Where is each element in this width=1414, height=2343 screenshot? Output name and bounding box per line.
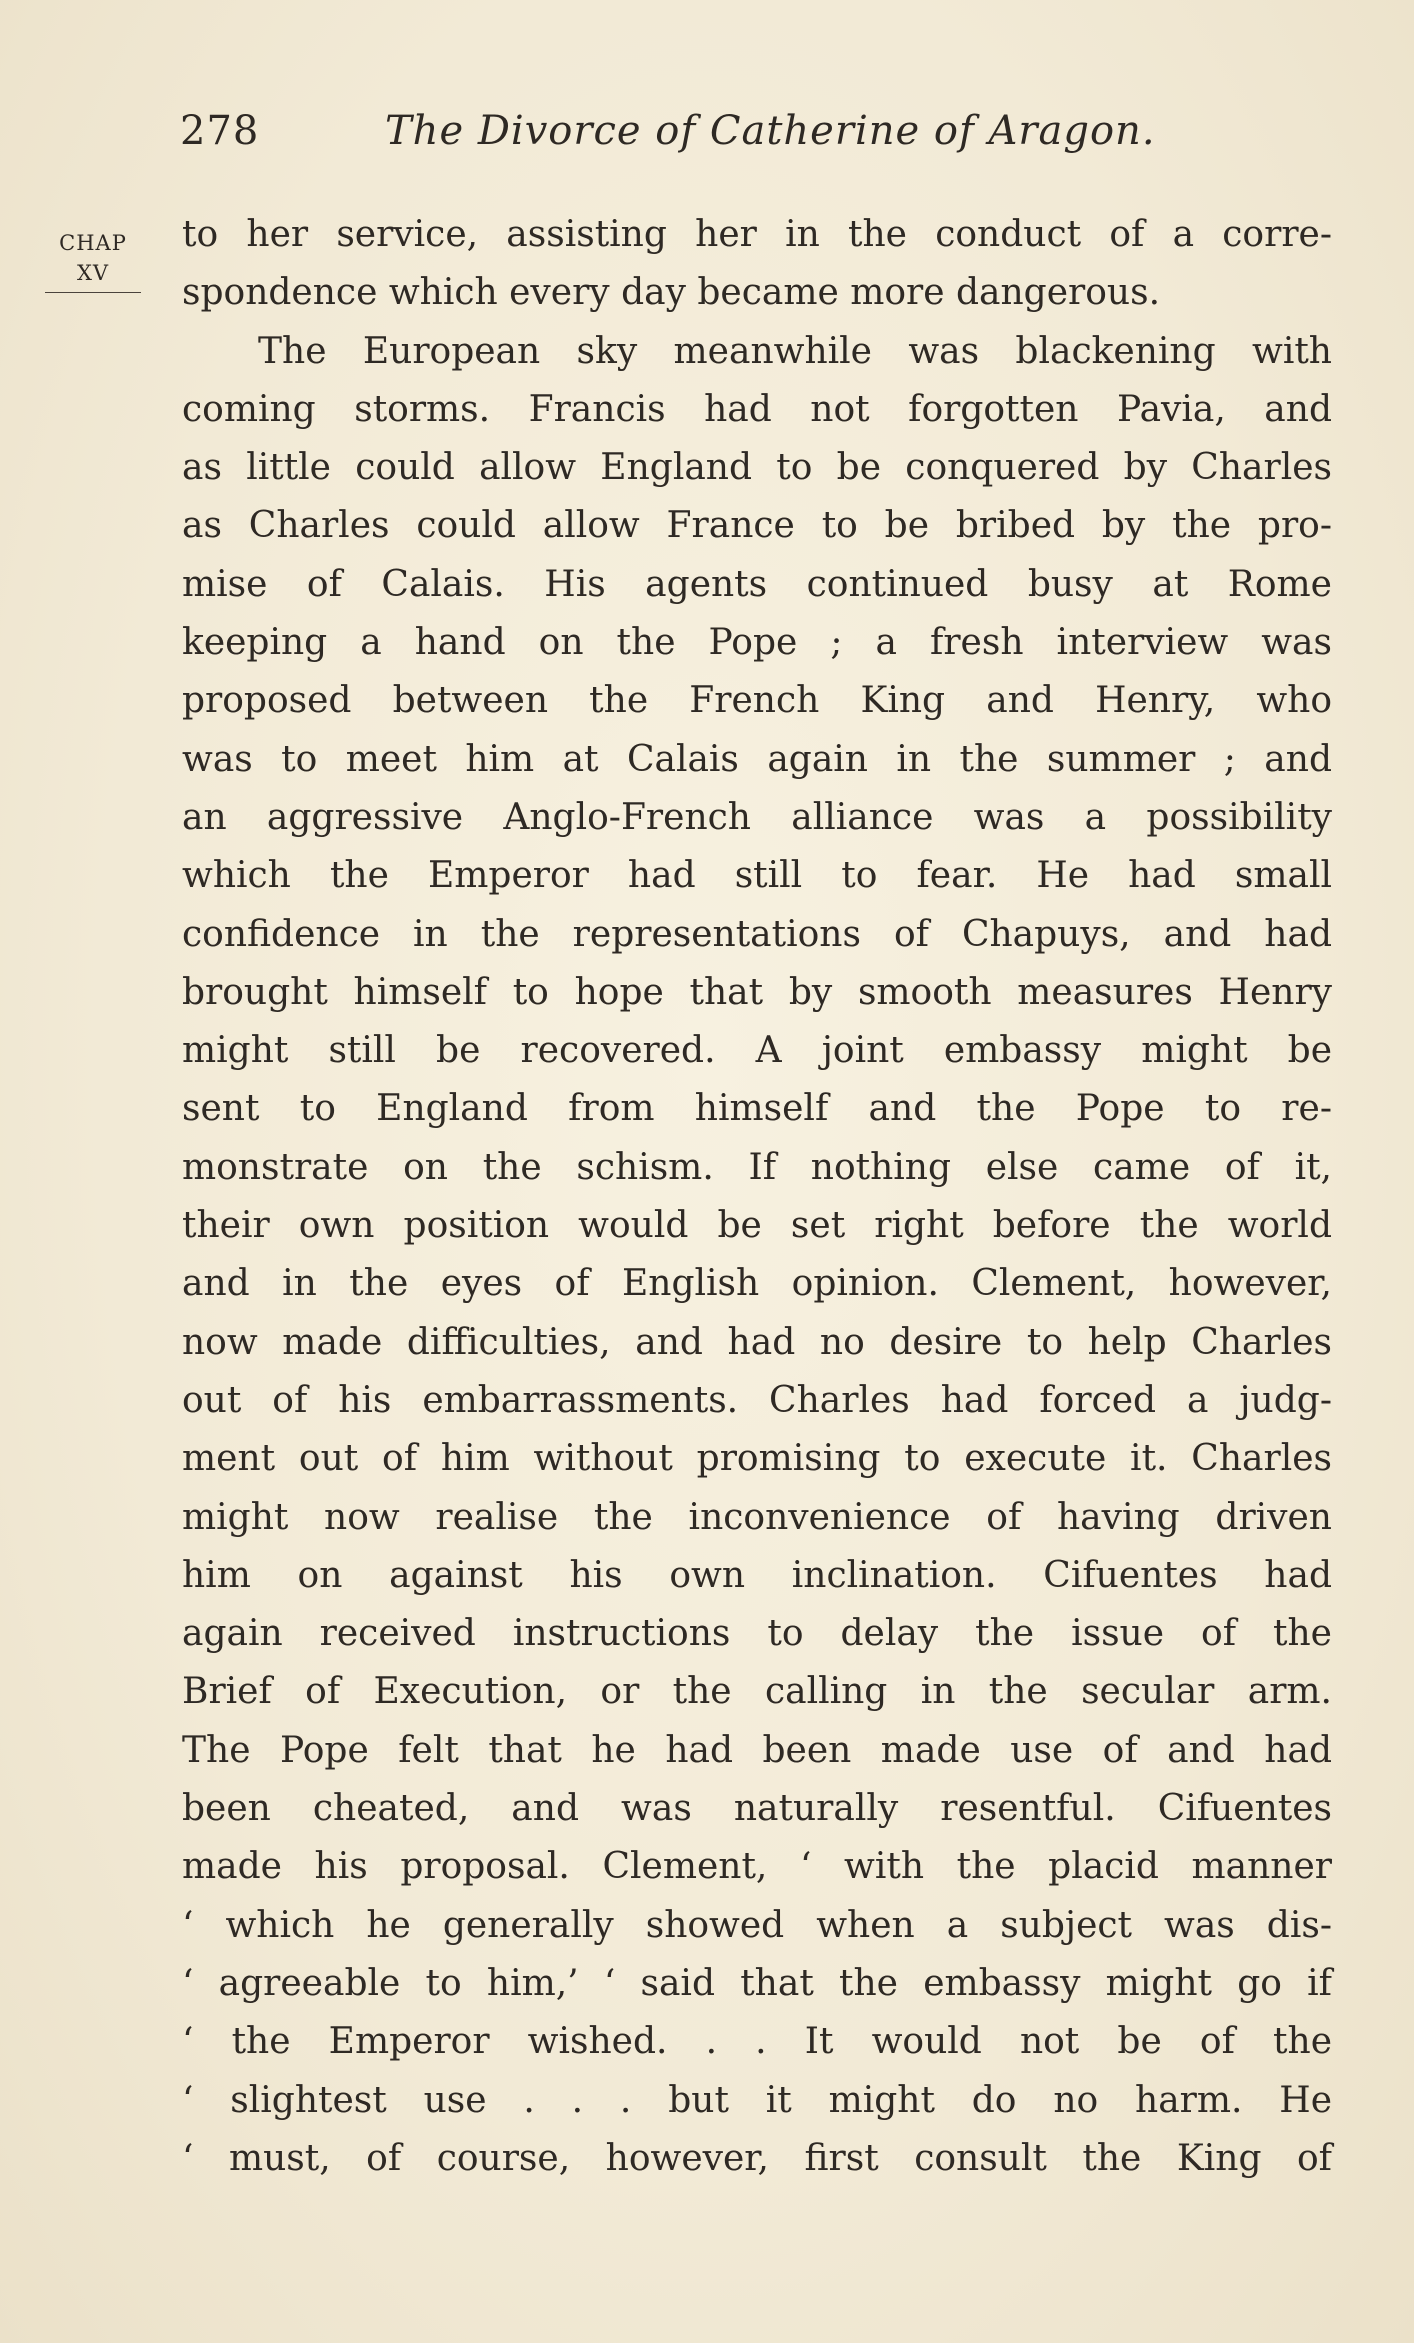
text-line: mise of Calais. His agents continued busy at Rome bbox=[182, 563, 1332, 605]
text-line: The European sky meanwhile was blackening with bbox=[258, 330, 1332, 372]
running-title: The Divorce of Catherine of Aragon. bbox=[385, 108, 1156, 154]
text-line: which the Emperor had still to fear. He had small bbox=[182, 855, 1332, 897]
margin-rule bbox=[45, 292, 141, 293]
text-line: monstrate on the schism. If nothing else came of it, bbox=[182, 1146, 1332, 1188]
text-line: as Charles could allow France to be bribed by the pro- bbox=[182, 505, 1332, 547]
text-line: confidence in the representations of Chapuys, and had bbox=[182, 913, 1332, 955]
chapter-numeral: XV bbox=[76, 261, 110, 285]
text-line: ‘ which he generally showed when a subject was dis- bbox=[182, 1904, 1332, 1946]
text-line: ‘ slightest use . . . but it might do no harm. He bbox=[182, 2079, 1332, 2121]
chapter-margin-note bbox=[38, 228, 148, 293]
text-line: out of his embarrassments. Charles had forced a judg- bbox=[182, 1379, 1332, 1421]
text-line: might now realise the inconvenience of having driven bbox=[182, 1496, 1332, 1538]
text-line: sent to England from himself and the Pope to re- bbox=[182, 1088, 1332, 1130]
text-line: brought himself to hope that by smooth measures Henry bbox=[182, 971, 1332, 1013]
text-line: spondence which every day became more dangerous. bbox=[182, 272, 1161, 314]
text-line: and in the eyes of English opinion. Clement, however, bbox=[182, 1263, 1332, 1305]
text-line: to her service, assisting her in the conduct of a corre- bbox=[182, 214, 1332, 255]
text-line: proposed between the French King and Henry, who bbox=[182, 680, 1332, 722]
text-line: Brief of Execution, or the calling in the secular arm. bbox=[182, 1671, 1332, 1713]
text-line: an aggressive Anglo-French alliance was a possibility bbox=[182, 796, 1332, 838]
text-line: was to meet him at Calais again in the summer ; and bbox=[182, 738, 1332, 780]
text-line: keeping a hand on the Pope ; a fresh interview was bbox=[182, 622, 1332, 664]
page-number: 278 bbox=[180, 108, 260, 154]
text-line: made his proposal. Clement, ‘ with the placid manner bbox=[182, 1846, 1332, 1888]
body-text bbox=[182, 206, 1332, 2188]
text-line: been cheated, and was naturally resentful. Cifuentes bbox=[182, 1788, 1332, 1830]
text-line: ‘ must, of course, however, first consult the King of bbox=[182, 2137, 1332, 2179]
text-line: now made difficulties, and had no desire to help Charles bbox=[182, 1321, 1332, 1363]
text-line: coming storms. Francis had not forgotten Pavia, and bbox=[182, 388, 1332, 430]
chapter-label: CHAP bbox=[59, 231, 127, 255]
text-line: The Pope felt that he had been made use of and had bbox=[182, 1729, 1332, 1771]
text-line: ment out of him without promising to execute it. Charles bbox=[182, 1438, 1332, 1480]
text-line: their own position would be set right before the world bbox=[182, 1205, 1332, 1247]
text-line: him on against his own inclination. Cifuentes had bbox=[182, 1554, 1332, 1596]
page-header bbox=[180, 108, 1330, 164]
text-line: again received instructions to delay the issue of the bbox=[182, 1613, 1332, 1655]
text-line: as little could allow England to be conquered by Charles bbox=[182, 447, 1332, 489]
text-line: ‘ agreeable to him,’ ‘ said that the embassy might go if bbox=[182, 1962, 1332, 2004]
text-line: ‘ the Emperor wished. . . It would not be of the bbox=[182, 2021, 1332, 2063]
text-line: might still be recovered. A joint embassy might be bbox=[182, 1030, 1332, 1072]
